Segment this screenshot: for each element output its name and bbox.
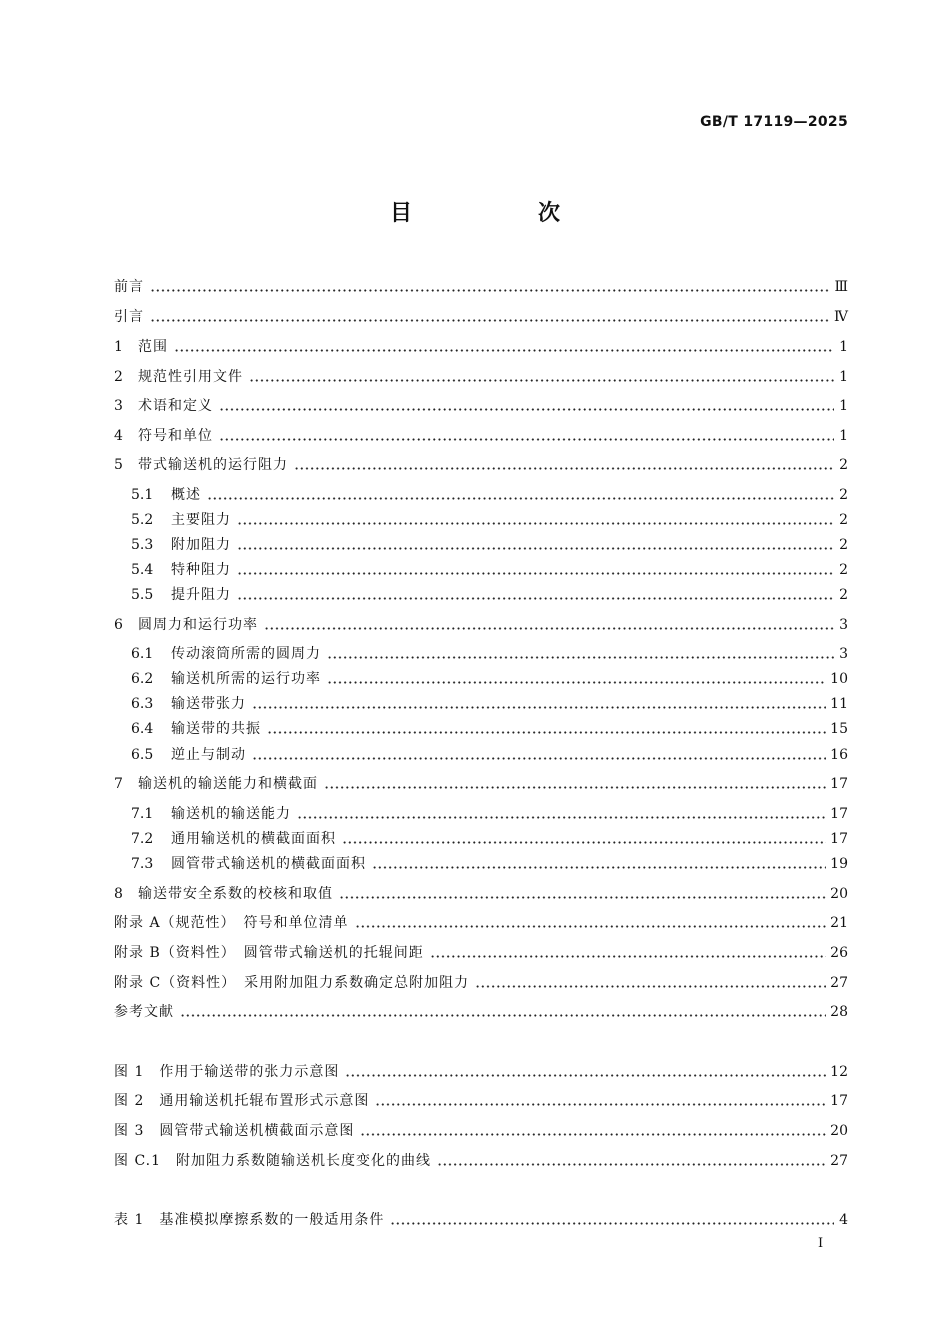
section-number: 3 [114,398,123,414]
table-list-row[interactable] [0,1209,950,1231]
toc-row[interactable] [0,395,950,417]
section-number: 5.5 [131,587,154,603]
toc-entry[interactable] [131,803,848,825]
dot-leader [237,597,834,600]
toc-row[interactable] [0,584,950,606]
dot-leader [437,1163,826,1166]
entry-page-number: 2 [839,457,848,473]
section-number: 1 [114,339,123,355]
dot-leader [252,706,826,709]
entry-page-number: 17 [830,1093,848,1109]
toc-entry[interactable] [114,1150,848,1172]
entry-page-number: 2 [839,562,848,578]
entry-title: 圆管带式输送机的横截面面积 [171,856,366,872]
dot-leader [430,955,826,958]
dot-leader [355,925,827,928]
entry-title: 术语和定义 [138,398,213,414]
entry-title: 引言 [114,309,144,325]
dot-leader [297,816,826,819]
entry-page-number: 3 [839,617,848,633]
entry-title: 特种阻力 [171,562,231,578]
entry-title: 逆止与制动 [171,747,246,763]
dot-leader [252,757,826,760]
section-number: 7.2 [131,831,154,847]
toc-row[interactable] [0,912,950,934]
entry-title: 附加阻力 [171,537,231,553]
entry-page-number: 17 [830,806,848,822]
section-number: 5.4 [131,562,154,578]
toc-row[interactable] [0,559,950,581]
entry-page-number: 2 [839,487,848,503]
section-number: 8 [114,886,123,902]
toc-row[interactable] [0,693,950,715]
toc-entry[interactable] [131,718,848,740]
toc-entry[interactable] [131,744,848,766]
toc-row[interactable] [0,336,950,358]
dot-leader [360,1133,826,1136]
toc-entry[interactable] [114,773,848,795]
toc-entry[interactable] [114,425,848,447]
toc-row[interactable] [0,773,950,795]
dot-leader [237,572,834,575]
dot-leader [264,627,834,630]
section-number: 7.1 [131,806,154,822]
toc-entry[interactable] [131,668,848,690]
section-number: 7 [114,776,123,792]
dot-leader [294,467,834,470]
dot-leader [174,349,834,352]
toc-entry[interactable] [114,1061,848,1083]
entry-page-number: 3 [839,646,848,662]
section-number: 6.5 [131,747,154,763]
entry-page-number: 19 [830,856,848,872]
entry-page-number: 17 [830,831,848,847]
entry-title: 前言 [114,279,144,295]
dot-leader [372,866,826,869]
section-number: 2 [114,369,123,385]
toc-entry[interactable] [131,584,848,606]
dot-leader [339,896,826,899]
entry-page-number: 4 [839,1212,848,1228]
entry-page-number: 1 [839,398,848,414]
toc-row[interactable] [0,454,950,476]
dot-leader [150,319,830,322]
toc-entry[interactable] [131,559,848,581]
toc-entry[interactable] [114,942,848,964]
section-number: 6.1 [131,646,154,662]
toc-entry[interactable] [114,912,848,934]
dot-leader [267,731,826,734]
entry-page-number: 16 [830,747,848,763]
section-number: 5 [114,457,123,473]
toc-row[interactable] [0,276,950,298]
entry-title: 表 1 基准模拟摩擦系数的一般适用条件 [114,1212,385,1228]
toc-row[interactable] [0,509,950,531]
toc-entry[interactable] [114,1001,848,1023]
figure-list-row[interactable] [0,1150,950,1172]
entry-page-number: Ⅳ [834,309,848,325]
section-number: 5.3 [131,537,154,553]
section-number: 5.2 [131,512,154,528]
dot-leader [237,522,834,525]
entry-page-number: 15 [830,721,848,737]
entry-title: 传动滚筒所需的圆周力 [171,646,321,662]
entry-title: 范围 [138,339,168,355]
toc-entry[interactable] [131,828,848,850]
section-number: 5.1 [131,487,154,503]
figure-list-row[interactable] [0,1090,950,1112]
toc-row[interactable] [0,883,950,905]
toc-entry[interactable] [114,972,848,994]
toc-row[interactable] [0,425,950,447]
dot-leader [475,985,826,988]
toc-row[interactable] [0,366,950,388]
toc-entry[interactable] [114,1090,848,1112]
entry-title: 提升阻力 [171,587,231,603]
dot-leader [150,289,830,292]
dot-leader [219,408,834,411]
toc-row[interactable] [0,803,950,825]
toc-row[interactable] [0,718,950,740]
toc-entry[interactable] [131,484,848,506]
toc-entry[interactable] [131,643,848,665]
toc-entry[interactable] [131,853,848,875]
toc-row[interactable] [0,972,950,994]
entry-title: 附录 C（资料性） 采用附加阻力系数确定总附加阻力 [114,975,470,991]
entry-title: 附录 A（规范性） 符号和单位清单 [114,915,349,931]
toc-entry[interactable] [114,336,848,358]
figure-list-row[interactable] [0,1061,950,1083]
entry-page-number: 10 [830,671,848,687]
toc-row[interactable] [0,828,950,850]
toc-row[interactable] [0,853,950,875]
entry-title: 图 2 通用输送机托辊布置形式示意图 [114,1093,370,1109]
dot-leader [219,438,834,441]
entry-title: 图 1 作用于输送带的张力示意图 [114,1064,340,1080]
dot-leader [327,656,834,659]
toc-row[interactable] [0,643,950,665]
toc-row[interactable] [0,614,950,636]
document-code: GB/T 17119—2025 [700,114,848,130]
dot-leader [345,1074,826,1077]
toc-entry[interactable] [114,1209,848,1231]
entry-page-number: 27 [830,1153,848,1169]
toc-row[interactable] [0,306,950,328]
entry-title: 带式输送机的运行阻力 [138,457,288,473]
entry-page-number: 2 [839,512,848,528]
entry-title: 概述 [171,487,201,503]
entry-title: 符号和单位 [138,428,213,444]
entry-title: 输送带安全系数的校核和取值 [138,886,333,902]
entry-page-number: 1 [839,428,848,444]
entry-title: 通用输送机的横截面面积 [171,831,336,847]
entry-page-number: 17 [830,776,848,792]
entry-title: 输送机所需的运行功率 [171,671,321,687]
dot-leader [342,841,826,844]
section-number: 6 [114,617,123,633]
entry-title: 规范性引用文件 [138,369,243,385]
page-title: 目 次 [389,201,612,226]
entry-page-number: 27 [830,975,848,991]
entry-title: 附录 B（资料性） 圆管带式输送机的托辊间距 [114,945,424,961]
entry-title: 主要阻力 [171,512,231,528]
entry-title: 图 3 圆管带式输送机横截面示意图 [114,1123,355,1139]
entry-page-number: 20 [830,886,848,902]
entry-page-number: 2 [839,587,848,603]
toc-row[interactable] [0,744,950,766]
toc-entry[interactable] [114,395,848,417]
page-number: I [818,1236,824,1251]
toc-entry[interactable] [131,693,848,715]
toc-entry[interactable] [114,306,848,328]
toc-row[interactable] [0,484,950,506]
dot-leader [327,681,826,684]
entry-page-number: 21 [830,915,848,931]
entry-page-number: 1 [839,339,848,355]
toc-entry[interactable] [114,1120,848,1142]
entry-title: 参考文献 [114,1004,174,1020]
toc-row[interactable] [0,534,950,556]
entry-page-number: 2 [839,537,848,553]
toc-entry[interactable] [114,366,848,388]
toc-entry[interactable] [114,276,848,298]
entry-page-number: 26 [830,945,848,961]
toc-row[interactable] [0,668,950,690]
section-number: 7.3 [131,856,154,872]
dot-leader [390,1222,834,1225]
entry-title: 输送机的输送能力和横截面 [138,776,318,792]
section-number: 6.2 [131,671,154,687]
section-number: 6.4 [131,721,154,737]
toc-entry[interactable] [114,454,848,476]
toc-row[interactable] [0,1001,950,1023]
dot-leader [375,1103,826,1106]
entry-page-number: Ⅲ [834,279,848,295]
section-number: 4 [114,428,123,444]
entry-page-number: 28 [830,1004,848,1020]
dot-leader [324,786,826,789]
entry-title: 图 C.1 附加阻力系数随输送机长度变化的曲线 [114,1153,432,1169]
entry-page-number: 12 [830,1064,848,1080]
entry-title: 输送带张力 [171,696,246,712]
figure-list-row[interactable] [0,1120,950,1142]
entry-title: 输送带的共振 [171,721,261,737]
toc-entry[interactable] [131,509,848,531]
entry-title: 圆周力和运行功率 [138,617,258,633]
toc-entry[interactable] [114,614,848,636]
toc-row[interactable] [0,942,950,964]
dot-leader [249,379,834,382]
toc-entry[interactable] [131,534,848,556]
entry-page-number: 11 [830,696,848,712]
dot-leader [207,497,834,500]
entry-page-number: 1 [839,369,848,385]
section-number: 6.3 [131,696,154,712]
dot-leader [237,547,834,550]
dot-leader [180,1014,826,1017]
toc-entry[interactable] [114,883,848,905]
entry-title: 输送机的输送能力 [171,806,291,822]
entry-page-number: 20 [830,1123,848,1139]
